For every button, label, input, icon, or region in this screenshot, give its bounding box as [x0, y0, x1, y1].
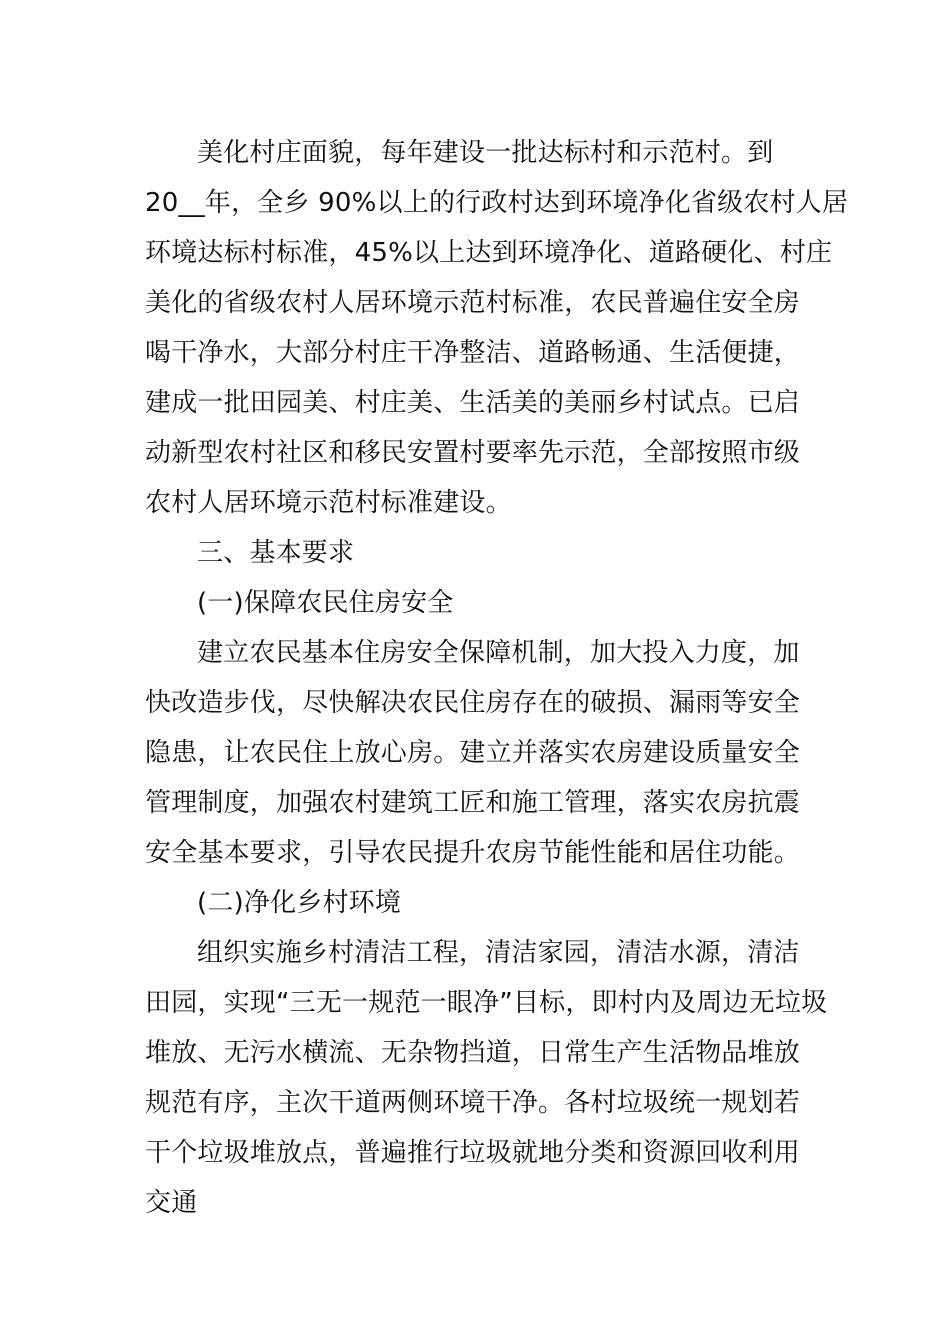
paragraph-line: 堆放、无污水横流、无杂物挡道，日常生产生活物品堆放: [145, 1038, 801, 1068]
paragraph-line: 建立农民基本住房安全保障机制，加大投入力度，加: [197, 638, 800, 668]
subsection-heading: (一)保障农民住房安全: [197, 588, 454, 618]
document-body: [145, 128, 849, 1228]
paragraph-line: 组织实施乡村清洁工程，清洁家园，清洁水源，清洁: [197, 938, 800, 968]
paragraph-line: 田园，实现“三无一规范一眼净”目标，即村内及周边无垃圾: [145, 988, 828, 1018]
paragraph-line: 环境达标村标准，45%以上达到环境净化、道路硬化、村庄: [145, 238, 833, 268]
paragraph-line: 管理制度，加强农村建筑工匠和施工管理，落实农房抗震: [145, 788, 801, 818]
paragraph-line: 美化村庄面貌，每年建设一批达标村和示范村。到: [197, 138, 774, 168]
paragraph-line: 规范有序，主次干道两侧环境干净。各村垃圾统一规划若: [145, 1088, 801, 1118]
paragraph-line: 交通: [145, 1188, 198, 1218]
section-heading: 三、基本要求: [197, 538, 355, 568]
paragraph-line: 美化的省级农村人居环境示范村标准，农民普遍住安全房: [145, 288, 801, 318]
paragraph-line: 安全基本要求，引导农民提升农房节能性能和居住功能。: [145, 838, 801, 868]
paragraph-line: 建成一批田园美、村庄美、生活美的美丽乡村试点。已启: [145, 388, 801, 418]
paragraph-line: 喝干净水，大部分村庄干净整洁、道路畅通、生活便捷，: [145, 338, 801, 368]
paragraph-line: 隐患，让农民住上放心房。建立并落实农房建设质量安全: [145, 738, 801, 768]
paragraph-line: 快改造步伐，尽快解决农民住房存在的破损、漏雨等安全: [145, 688, 801, 718]
paragraph-line: 20__年，全乡 90%以上的行政村达到环境净化省级农村人居: [145, 188, 849, 218]
paragraph-line: 农村人居环境示范村标准建设。: [145, 488, 512, 518]
paragraph-line: 干个垃圾堆放点，普遍推行垃圾就地分类和资源回收利用: [145, 1138, 801, 1168]
subsection-heading: (二)净化乡村环境: [197, 888, 402, 918]
paragraph-line: 动新型农村社区和移民安置村要率先示范，全部按照市级: [145, 438, 801, 468]
